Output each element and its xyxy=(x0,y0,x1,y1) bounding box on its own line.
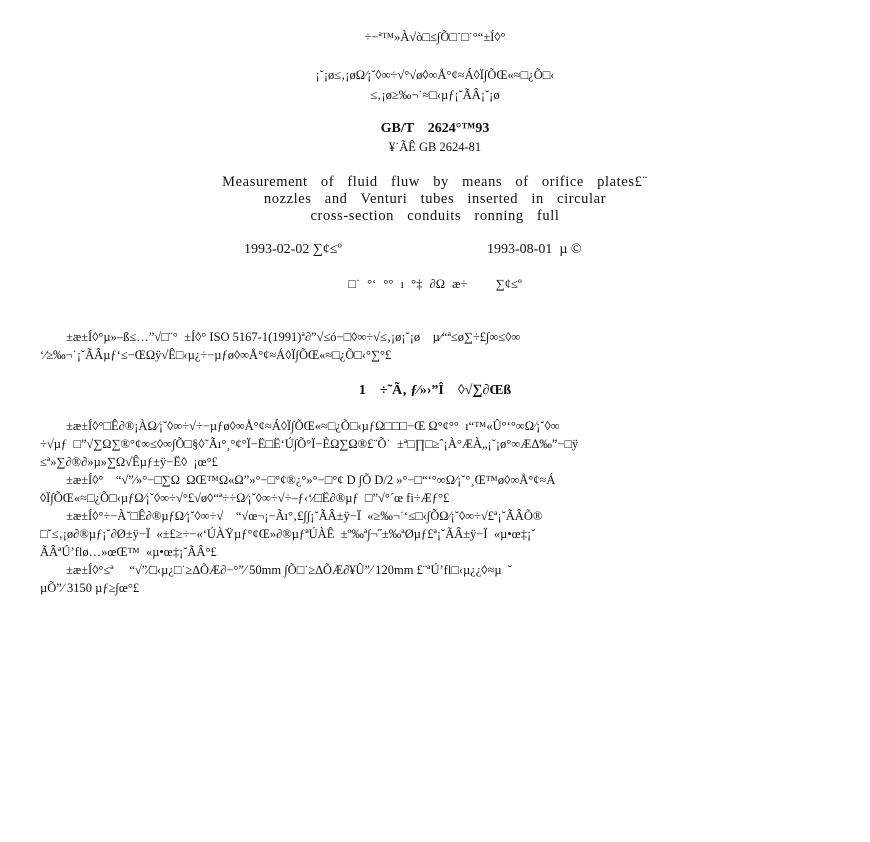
english-title-line-2: nozzles and Venturi tubes inserted in circular xyxy=(263,191,607,207)
issue-date: 1993-02-02 ∑¢≤º xyxy=(244,242,342,257)
garbled-title-line-3: ≤‚¡ø≥‰¬˙≈□‹µƒ¡˘ÃÂ¡˘¡ø xyxy=(370,88,500,102)
paragraph-2-line-1: ±æ±Í◊° “√”⁄»°−□∑Ω ΩŒ™Ω«Ω”»°−□°¢®¿°»°−□°¢ D ∫Õ D/2 »°−□“‘°∞Ω⁄¡˘°¸Œ™ø◊∞Å°¢≈Á xyxy=(66,473,556,487)
standard-code: GB/T 2624°™93 xyxy=(380,121,490,136)
english-title-line-3: cross-section conduits ronning full xyxy=(310,208,560,224)
section-1-heading: 1 ÷˜Ã‚ ƒ⁄»›”Î ◊√∑∂Œß xyxy=(358,383,512,398)
english-title-line-1: Measurement of fluid fluw by means of orifice plates£¨ xyxy=(222,174,648,190)
paragraph-4-line-1: ±æ±Í◊°≤ª “√”⁄□‹µ¿□˙≥∆ÕÆ∂−°”⁄ 50mm ∫Õ□˙≥∆ÕÆ∂¥Û”⁄ 120mm £¨ªÚ’fl□‹µ¿¿◊≈µ ˘ xyxy=(66,563,512,577)
issuing-authority: □˙ °‘ °° ı °‡ ∂Ω æ÷ ∑¢≤º xyxy=(348,277,522,291)
paragraph-4-line-2: µÕ”⁄ 3150 µƒ≥∫œ°£ xyxy=(40,581,140,595)
paragraph-1-line-1: ±æ±Í◊°□Ê∂®¡ÀΩ⁄¡˘◊∞÷√÷−µƒø◊∞Å°¢≈Á◊Ï∫ÕŒ«≈□¿Õ□‹µƒΩ□□□−Œ Ω°¢°° ı“™«Û°‘°∞Ω⁄¡˘◊∞ xyxy=(66,419,560,433)
paragraph-2-line-2: ◊Ï∫ÕŒ«≈□¿Õ□‹µƒΩ⁄¡˘◊∞÷√°£√ø◊“ª÷÷Ω⁄¡˘◊∞÷√÷–ƒ‹‘⁄□Ë∂®µƒ □”√°´œ fi÷Æƒ°£ xyxy=(40,491,450,505)
paragraph-3-line-2: □˘≤‚¡ø∂®µƒ¡˘∂Ø±ÿ−Ï «±£≥÷−«‘ÚÀŸµƒ°¢Œ»∂®µƒªÚÀÊ ±º‰ª∫¬˝±‰ªØµƒ£ª¡˘ÃÂ±ÿ−Ï «µ•œ‡¡˘ xyxy=(40,527,536,541)
paragraph-1-line-3: ≤ª»∑∂®∂»µ»∑Ω√Êµƒ±ÿ−Ë◊ ¡œ°£ xyxy=(40,455,218,469)
paragraph-3-line-3: ÃÂªÚ’flø…»œŒ™ «µ•œ‡¡˘ÃÂ°£ xyxy=(40,545,217,559)
garbled-title-line-2: ¡˘¡ø≤‚¡øΩ⁄¡˘◊∞÷√°√ø◊∞Å°¢≈Á◊Ï∫ÕŒ«≈□¿Õ□‹ xyxy=(315,68,555,82)
intro-line-2: ‘⁄≥‰¬˙¡˘ÃÂµƒ‘≤−ŒΩÿ√Ê□‹µ¿÷−µƒø◊∞Å°¢≈Á◊Ï∫ÕŒ«≈□¿Õ□‹°∑°£ xyxy=(40,348,392,362)
intro-line-1: ±æ±Í◊°µ»–ß≤…”√□¨° ±Í◊° ISO 5167-1(1991)ª∂”√≤ó−□◊∞÷√≤‚¡ø¡˘¡ø µ⁄“ª≤ø∑÷£∫∞≤◊∞ xyxy=(66,330,521,344)
garbled-title-line-1: ÷−ª™»À√ò□≤∫Õ□˙□˙°“±Í◊° xyxy=(364,30,506,44)
effective-date: 1993-08-01 µ © xyxy=(487,242,582,257)
paragraph-1-line-2: ÷√µƒ □”√∑Ω∑®°¢∞≤◊∞∫Õ□§◊˜Ãı°¸°¢°Ï−Ë□Ë‘Ú∫Õ°Ï−ÈΩ∑Ω®£¨Õ˙ ±ª□∏□≥ˆ¡À°ÆÀ„¡˘¡ø°∞ÆΔ‰”−□ÿ xyxy=(40,437,579,451)
replaces-standard: ¥˙ÃÊ GB 2624-81 xyxy=(388,140,482,154)
paragraph-3-line-1: ±æ±Í◊°÷−À˘□Ê∂®µƒΩ⁄¡˘◊∞÷√ “√œ¬¡−Ãı°‚£∫∫¡˘ÃÂ±ÿ−Ï «≥‰¬˙‘≤□‹∫ÕΩ⁄¡˘◊∞÷√£ª¡˘ÃÂÕ® xyxy=(66,509,543,523)
